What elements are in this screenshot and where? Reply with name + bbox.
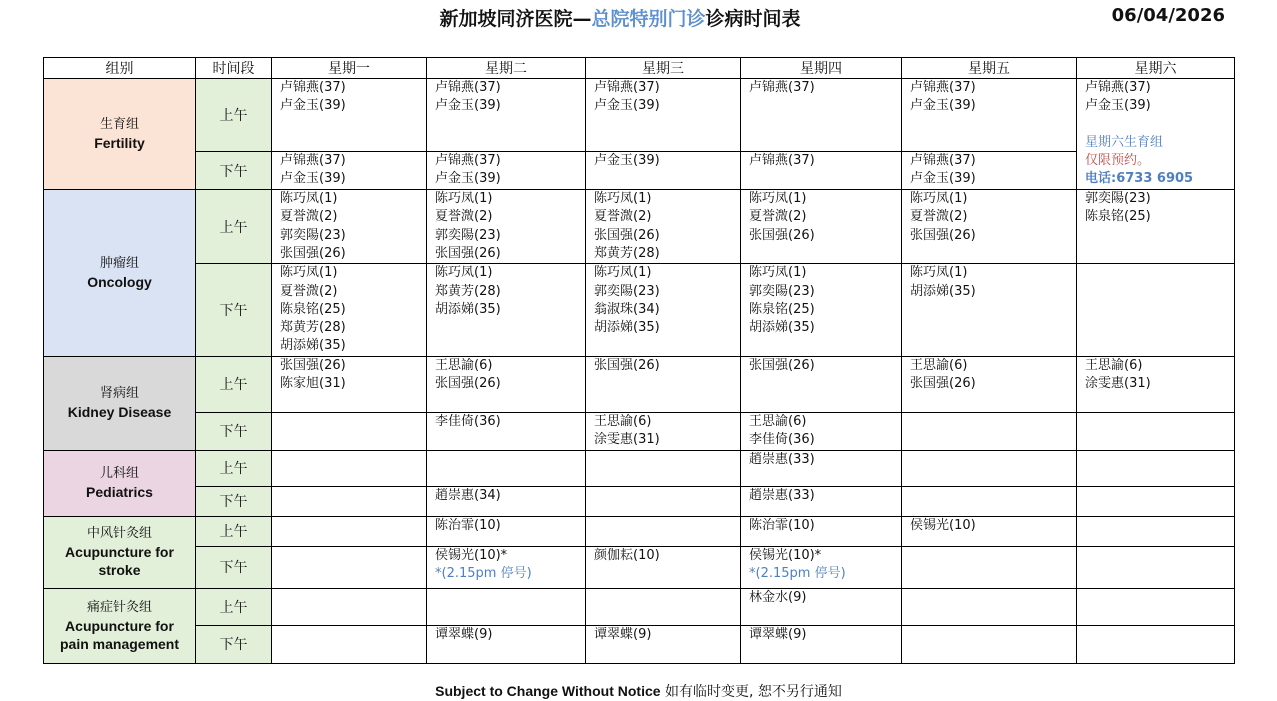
cell-kidney-pm-thu <box>741 412 902 450</box>
cell-pediatrics-am-thu <box>741 450 902 486</box>
doctor: 王思諭(6) <box>594 413 652 429</box>
group-name-en: Acupuncture for <box>65 617 174 634</box>
doctor: 陈泉铭(25) <box>1085 209 1151 225</box>
doctor: 郭奕陽(23) <box>435 227 501 243</box>
cell-acu-pain-pm-sat <box>1077 625 1235 663</box>
doctor: 胡添娣(35) <box>594 320 660 336</box>
doctor: 夏誉溦(2) <box>594 209 652 225</box>
cell-kidney-am-wed <box>586 356 741 412</box>
col-header-group: 组别 <box>44 58 196 79</box>
cell-oncology-am-wed <box>586 190 741 264</box>
group-name-en-2: pain management <box>59 635 180 652</box>
group-fertility <box>44 79 196 190</box>
cell-fertility-sat <box>1077 79 1235 190</box>
doctor: 张国强(26) <box>280 357 346 373</box>
slot-am: 上午 <box>196 588 272 625</box>
group-name-cn: 生育组 <box>99 117 139 133</box>
group-oncology <box>44 190 196 357</box>
page-title <box>0 4 1240 31</box>
doctor: 卢锦燕(37) <box>435 80 501 95</box>
col-header-sat: 星期六 <box>1077 58 1235 79</box>
cell-kidney-pm-sat <box>1077 412 1235 450</box>
cell-pediatrics-pm-mon <box>272 486 427 516</box>
doctor: 郭奕陽(23) <box>1085 191 1151 207</box>
slot-am: 上午 <box>196 79 272 152</box>
doctor: 郭奕陽(23) <box>594 283 660 299</box>
footer-notice-cn: 如有临时变更, 恕不另行通知 <box>660 684 842 700</box>
doctor: 王思諭(6) <box>910 357 968 373</box>
title-clinic: 总院特别门诊 <box>591 8 706 30</box>
doctor: 卢锦燕(37) <box>594 80 660 95</box>
stop-registration-note: *(2.15pm 停号) <box>749 566 846 582</box>
group-name-en: Pediatrics <box>86 484 153 501</box>
doctor: 谭翠蝶(9) <box>594 626 652 642</box>
cell-pediatrics-pm-tue <box>427 486 586 516</box>
group-acupuncture-pain <box>44 588 196 663</box>
group-name-cn: 儿科组 <box>99 466 139 482</box>
schedule-table <box>43 57 1235 664</box>
slot-pm: 下午 <box>196 152 272 190</box>
doctor: 陈巧凤(1) <box>910 191 968 207</box>
cell-pediatrics-pm-wed <box>586 486 741 516</box>
doctor: 陈家旭(31) <box>280 376 346 392</box>
cell-acu-pain-am-sat <box>1077 588 1235 625</box>
doctor: 陈巧凤(1) <box>749 265 807 281</box>
cell-acu-stroke-pm-tue <box>427 546 586 588</box>
cell-acu-pain-am-wed <box>586 588 741 625</box>
doctor: 陈巧凤(1) <box>435 265 493 281</box>
col-header-tue: 星期二 <box>427 58 586 79</box>
doctor: 陈巧凤(1) <box>594 191 652 207</box>
cell-fertility-am-mon <box>272 79 427 152</box>
doctor: 陈治霏(10) <box>435 517 501 533</box>
cell-fertility-pm-thu <box>741 152 902 190</box>
pediatrics-am-row <box>44 450 1235 486</box>
group-name-cn: 痛症针灸组 <box>86 599 152 615</box>
slot-am: 上午 <box>196 356 272 412</box>
doctor: 卢金玉(39) <box>280 171 346 187</box>
doctor: 胡添娣(35) <box>749 320 815 336</box>
cell-kidney-pm-fri <box>902 412 1077 450</box>
cell-kidney-pm-mon <box>272 412 427 450</box>
fertility-pm-row <box>44 152 1235 190</box>
acu-stroke-am-row <box>44 516 1235 546</box>
doctor: 侯锡光(10)* <box>749 547 822 563</box>
doctor: 陈泉铭(25) <box>280 301 346 317</box>
cell-oncology-am-sat <box>1077 190 1235 264</box>
saturday-note-appointment: 仅限预约。 <box>1085 152 1151 168</box>
kidney-pm-row <box>44 412 1235 450</box>
doctor: 侯锡光(10) <box>910 517 976 533</box>
cell-acu-pain-pm-wed <box>586 625 741 663</box>
doctor: 张国强(26) <box>435 245 501 261</box>
doctor: 卢锦燕(37) <box>910 153 976 169</box>
doctor: 翁淑珠(34) <box>594 301 660 317</box>
header-row <box>44 58 1235 79</box>
doctor: 卢金玉(39) <box>594 153 660 169</box>
doctor: 郑黄芳(28) <box>594 245 660 261</box>
slot-pm: 下午 <box>196 264 272 357</box>
oncology-am-row <box>44 190 1235 264</box>
doctor: 卢金玉(39) <box>280 98 346 114</box>
doctor: 郑黄芳(28) <box>280 320 346 336</box>
cell-oncology-pm-sat <box>1077 264 1235 357</box>
doctor: 卢金玉(39) <box>1085 98 1151 114</box>
doctor: 胡添娣(35) <box>435 301 501 317</box>
doctor: 胡添娣(35) <box>910 283 976 299</box>
doctor: 卢锦燕(37) <box>749 80 815 95</box>
cell-oncology-am-thu <box>741 190 902 264</box>
doctor: 王思諭(6) <box>435 357 493 373</box>
cell-acu-pain-pm-tue <box>427 625 586 663</box>
cell-kidney-am-thu <box>741 356 902 412</box>
doctor: 卢金玉(39) <box>910 171 976 187</box>
col-header-thu: 星期四 <box>741 58 902 79</box>
doctor: 趙崇惠(33) <box>749 487 815 503</box>
cell-acu-stroke-pm-fri <box>902 546 1077 588</box>
cell-oncology-am-mon <box>272 190 427 264</box>
cell-pediatrics-am-tue <box>427 450 586 486</box>
doctor: 张国强(26) <box>910 376 976 392</box>
slot-am: 上午 <box>196 190 272 264</box>
doctor: 王思諭(6) <box>1085 357 1143 373</box>
cell-fertility-pm-wed <box>586 152 741 190</box>
cell-oncology-am-tue <box>427 190 586 264</box>
slot-pm: 下午 <box>196 486 272 516</box>
cell-pediatrics-pm-sat <box>1077 486 1235 516</box>
doctor: 张国强(26) <box>910 227 976 243</box>
cell-acu-pain-am-tue <box>427 588 586 625</box>
doctor: 张国强(26) <box>749 357 815 373</box>
group-acupuncture-stroke <box>44 516 196 588</box>
doctor: 卢锦燕(37) <box>749 153 815 169</box>
doctor: 陈巧凤(1) <box>594 265 652 281</box>
cell-pediatrics-pm-thu <box>741 486 902 516</box>
cell-acu-stroke-pm-wed <box>586 546 741 588</box>
group-name-en: Oncology <box>87 273 152 290</box>
footer-notice-en: Subject to Change Without Notice <box>435 683 661 699</box>
doctor: 谭翠蝶(9) <box>749 626 807 642</box>
group-name-en: Fertility <box>94 135 145 152</box>
doctor: 夏誉溦(2) <box>280 209 338 225</box>
group-name-cn: 肿瘤组 <box>99 255 139 271</box>
cell-kidney-am-mon <box>272 356 427 412</box>
doctor: 郑黄芳(28) <box>435 283 501 299</box>
oncology-pm-row <box>44 264 1235 357</box>
doctor: 陈泉铭(25) <box>749 301 815 317</box>
saturday-note-title: 星期六生育组 <box>1085 134 1164 150</box>
col-header-slot: 时间段 <box>196 58 272 79</box>
cell-acu-stroke-am-tue <box>427 516 586 546</box>
title-schedule: 诊病时间表 <box>705 8 801 30</box>
cell-oncology-pm-fri <box>902 264 1077 357</box>
cell-acu-pain-am-thu <box>741 588 902 625</box>
doctor: 卢锦燕(37) <box>280 80 346 95</box>
cell-kidney-am-sat <box>1077 356 1235 412</box>
cell-oncology-pm-wed <box>586 264 741 357</box>
slot-pm: 下午 <box>196 412 272 450</box>
doctor: 夏誉溦(2) <box>910 209 968 225</box>
cell-fertility-pm-fri <box>902 152 1077 190</box>
doctor: 郭奕陽(23) <box>280 227 346 243</box>
doctor: 卢金玉(39) <box>435 98 501 114</box>
doctor: 陈巧凤(1) <box>910 265 968 281</box>
cell-pediatrics-pm-fri <box>902 486 1077 516</box>
doctor: 陈巧凤(1) <box>435 191 493 207</box>
cell-acu-pain-pm-fri <box>902 625 1077 663</box>
saturday-note-phone: 电话:6733 6905 <box>1085 171 1194 187</box>
doctor: 张国强(26) <box>594 227 660 243</box>
cell-acu-pain-pm-thu <box>741 625 902 663</box>
doctor: 李佳倚(36) <box>435 413 501 429</box>
cell-kidney-pm-tue <box>427 412 586 450</box>
cell-pediatrics-am-wed <box>586 450 741 486</box>
col-header-wed: 星期三 <box>586 58 741 79</box>
doctor: 涂雯惠(31) <box>1085 376 1151 392</box>
pediatrics-pm-row <box>44 486 1235 516</box>
doctor: 陈巧凤(1) <box>749 191 807 207</box>
doctor: 卢金玉(39) <box>435 171 501 187</box>
doctor: 胡添娣(35) <box>280 338 346 354</box>
group-pediatrics <box>44 450 196 516</box>
doctor: 卢锦燕(37) <box>1085 80 1151 95</box>
cell-fertility-pm-mon <box>272 152 427 190</box>
doctor: 张国强(26) <box>594 357 660 373</box>
cell-pediatrics-am-mon <box>272 450 427 486</box>
doctor: 夏誉溦(2) <box>435 209 493 225</box>
cell-acu-stroke-am-fri <box>902 516 1077 546</box>
cell-kidney-am-tue <box>427 356 586 412</box>
doctor: 郭奕陽(23) <box>749 283 815 299</box>
doctor: 侯锡光(10)* <box>435 547 508 563</box>
doctor: 趙崇惠(34) <box>435 487 501 503</box>
cell-acu-pain-am-fri <box>902 588 1077 625</box>
doctor: 张国强(26) <box>435 376 501 392</box>
cell-acu-stroke-am-mon <box>272 516 427 546</box>
title-hospital: 新加坡同济医院— <box>439 8 592 30</box>
cell-fertility-am-wed <box>586 79 741 152</box>
fertility-am-row <box>44 79 1235 152</box>
kidney-am-row <box>44 356 1235 412</box>
doctor: 卢锦燕(37) <box>910 80 976 95</box>
slot-am: 上午 <box>196 516 272 546</box>
cell-acu-pain-pm-mon <box>272 625 427 663</box>
doctor: 谭翠蝶(9) <box>435 626 493 642</box>
cell-fertility-pm-tue <box>427 152 586 190</box>
col-header-fri: 星期五 <box>902 58 1077 79</box>
cell-kidney-am-fri <box>902 356 1077 412</box>
acu-pain-pm-row <box>44 625 1235 663</box>
cell-oncology-pm-mon <box>272 264 427 357</box>
doctor: 陈巧凤(1) <box>280 191 338 207</box>
doctor: 陈治霏(10) <box>749 517 815 533</box>
col-header-mon: 星期一 <box>272 58 427 79</box>
slot-pm: 下午 <box>196 625 272 663</box>
cell-acu-stroke-pm-sat <box>1077 546 1235 588</box>
doctor: 夏誉溦(2) <box>280 283 338 299</box>
doctor: 涂雯惠(31) <box>594 432 660 448</box>
cell-kidney-pm-wed <box>586 412 741 450</box>
doctor: 趙崇惠(33) <box>749 451 815 467</box>
doctor: 张国强(26) <box>749 227 815 243</box>
cell-acu-stroke-pm-thu <box>741 546 902 588</box>
cell-oncology-pm-tue <box>427 264 586 357</box>
cell-pediatrics-am-fri <box>902 450 1077 486</box>
schedule-date: 06/04/2026 <box>1111 5 1225 26</box>
slot-am: 上午 <box>196 450 272 486</box>
acu-stroke-pm-row <box>44 546 1235 588</box>
cell-acu-stroke-am-thu <box>741 516 902 546</box>
group-kidney <box>44 356 196 450</box>
cell-acu-stroke-am-sat <box>1077 516 1235 546</box>
cell-acu-stroke-am-wed <box>586 516 741 546</box>
doctor: 卢金玉(39) <box>594 98 660 114</box>
group-name-en-2: stroke <box>98 562 141 579</box>
doctor: 陈巧凤(1) <box>280 265 338 281</box>
doctor: 颜伽耘(10) <box>594 547 660 563</box>
doctor: 卢锦燕(37) <box>435 153 501 169</box>
doctor: 卢锦燕(37) <box>280 153 346 169</box>
footer-notice <box>0 681 1277 701</box>
cell-oncology-am-fri <box>902 190 1077 264</box>
group-name-en: Kidney Disease <box>67 404 172 421</box>
doctor: 卢金玉(39) <box>910 98 976 114</box>
cell-acu-pain-am-mon <box>272 588 427 625</box>
cell-fertility-am-fri <box>902 79 1077 152</box>
acu-pain-am-row <box>44 588 1235 625</box>
cell-oncology-pm-thu <box>741 264 902 357</box>
doctor: 李佳倚(36) <box>749 432 815 448</box>
cell-fertility-am-thu <box>741 79 902 152</box>
cell-fertility-am-tue <box>427 79 586 152</box>
group-name-cn: 中风针灸组 <box>86 526 152 542</box>
doctor: 林金水(9) <box>749 589 807 605</box>
doctor: 夏誉溦(2) <box>749 209 807 225</box>
stop-registration-note: *(2.15pm 停号) <box>435 566 532 582</box>
doctor: 王思諭(6) <box>749 413 807 429</box>
doctor: 张国强(26) <box>280 245 346 261</box>
slot-pm: 下午 <box>196 546 272 588</box>
cell-pediatrics-am-sat <box>1077 450 1235 486</box>
cell-acu-stroke-pm-mon <box>272 546 427 588</box>
group-name-cn: 肾病组 <box>99 386 139 402</box>
group-name-en: Acupuncture for <box>65 544 174 561</box>
